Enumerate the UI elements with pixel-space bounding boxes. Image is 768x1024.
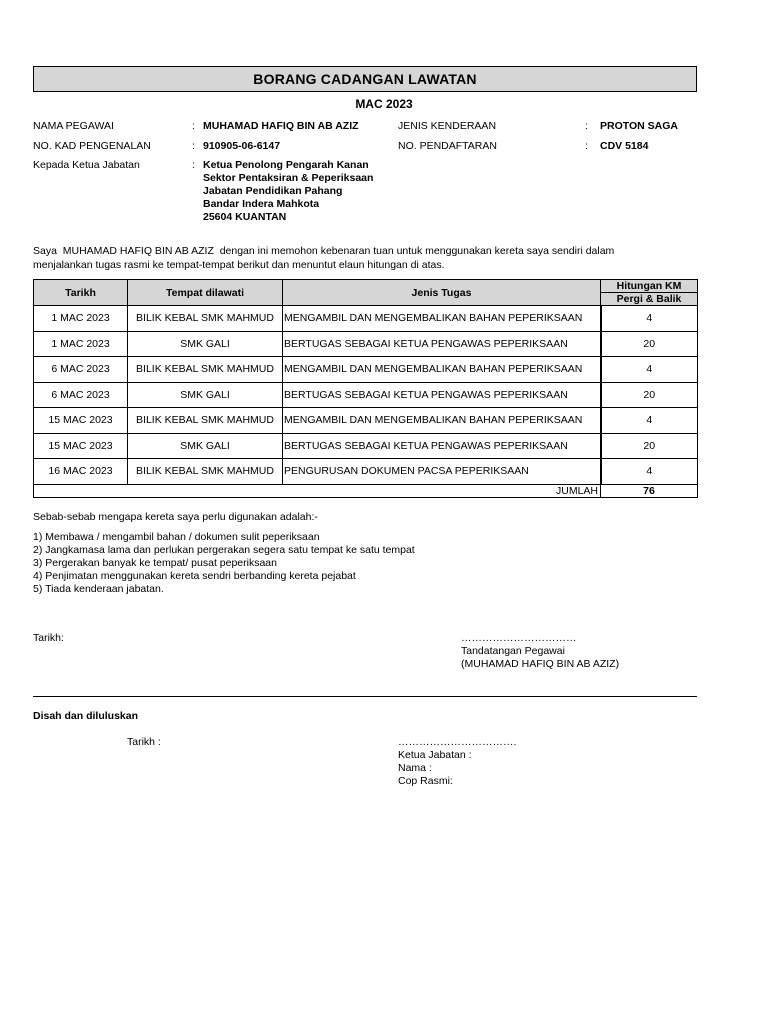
- form-month: MAC 2023: [355, 97, 413, 111]
- kepada-label: Kepada Ketua Jabatan: [33, 159, 140, 171]
- kad-pengenalan-label: NO. KAD PENGENALAN: [33, 140, 151, 152]
- cell-km: 4: [601, 459, 698, 485]
- statement-line-1: Saya MUHAMAD HAFIQ BIN AB AZIZ dengan ini memohon kebenaran tuan untuk menggunakan kereta saya sendiri dalam: [33, 245, 615, 257]
- table-row: [34, 306, 698, 332]
- kepada-address: [203, 159, 373, 224]
- table-row: [34, 433, 698, 459]
- address-line: Ketua Penolong Pengarah Kanan: [203, 159, 369, 171]
- statement-line-2: menjalankan tugas rasmi ke tempat-tempat berikut dan menuntut elaun hitungan di atas.: [33, 258, 445, 271]
- cell-jenis: MENGAMBIL DAN MENGEMBALIKAN BAHAN PEPERIKSAAN: [283, 357, 601, 383]
- cell-tarikh: 1 MAC 2023: [34, 331, 128, 357]
- reason-item: 1) Membawa / mengambil bahan / dokumen sulit peperiksaan: [33, 531, 320, 543]
- cell-jenis: MENGAMBIL DAN MENGEMBALIKAN BAHAN PEPERIKSAAN: [283, 306, 601, 332]
- cell-tempat: BILIK KEBAL SMK MAHMUD: [128, 408, 283, 434]
- cell-km: 4: [601, 306, 698, 332]
- cell-tarikh: 6 MAC 2023: [34, 382, 128, 408]
- jumlah-label: JUMLAH: [34, 484, 601, 497]
- cell-jenis: PENGURUSAN DOKUMEN PACSA PEPERIKSAAN: [283, 459, 601, 485]
- approval-heading: Disah dan diluluskan: [33, 710, 139, 722]
- cell-km: 20: [601, 433, 698, 459]
- cell-tarikh: 6 MAC 2023: [34, 357, 128, 383]
- colon: :: [192, 140, 195, 152]
- cell-tempat: SMK GALI: [128, 331, 283, 357]
- cell-tarikh: 16 MAC 2023: [34, 459, 128, 485]
- approval-block: [398, 736, 516, 788]
- cell-tempat: BILIK KEBAL SMK MAHMUD: [128, 357, 283, 383]
- jenis-kenderaan-label: JENIS KENDERAAN: [398, 120, 497, 132]
- cell-jenis: BERTUGAS SEBAGAI KETUA PENGAWAS PEPERIKSAAN: [283, 331, 601, 357]
- header-pergi-balik: Pergi & Balik: [601, 293, 698, 306]
- cell-km: 4: [601, 408, 698, 434]
- header-tarikh: Tarikh: [34, 280, 128, 306]
- table-row: [34, 382, 698, 408]
- reason-item: 5) Tiada kenderaan jabatan.: [33, 583, 164, 595]
- address-line: Jabatan Pendidikan Pahang: [203, 185, 343, 197]
- address-line: Bandar Indera Mahkota: [203, 198, 320, 210]
- reason-item: 2) Jangkamasa lama dan perlukan pergerakan segera satu tempat ke satu tempat: [33, 544, 415, 556]
- no-pendaftaran-label: NO. PENDAFTARAN: [398, 140, 497, 152]
- approval-tarikh-label: Tarikh :: [127, 736, 161, 748]
- jumlah-row: [34, 484, 698, 497]
- divider: [33, 696, 697, 697]
- cell-jenis: MENGAMBIL DAN MENGEMBALIKAN BAHAN PEPERIKSAAN: [283, 408, 601, 434]
- colon: :: [192, 120, 195, 132]
- reasons-section: [33, 511, 415, 596]
- header-tempat: Tempat dilawati: [128, 280, 283, 306]
- colon: :: [192, 159, 195, 171]
- tarikh-label: Tarikh:: [33, 632, 64, 644]
- table-row: [34, 408, 698, 434]
- officer-name: (MUHAMAD HAFIQ BIN AB AZIZ): [461, 658, 620, 670]
- cell-km: 20: [601, 331, 698, 357]
- cop-rasmi-label: Cop Rasmi:: [398, 775, 453, 787]
- cell-tarikh: 15 MAC 2023: [34, 408, 128, 434]
- jenis-kenderaan-value: PROTON SAGA: [600, 120, 678, 132]
- cell-tempat: SMK GALI: [128, 382, 283, 408]
- reason-item: 3) Pergerakan banyak ke tempat/ pusat peperiksaan: [33, 557, 277, 569]
- tugas-table: [33, 279, 698, 498]
- cell-jenis: BERTUGAS SEBAGAI KETUA PENGAWAS PEPERIKSAAN: [283, 433, 601, 459]
- cell-tempat: BILIK KEBAL SMK MAHMUD: [128, 306, 283, 332]
- table-row: [34, 331, 698, 357]
- cell-jenis: BERTUGAS SEBAGAI KETUA PENGAWAS PEPERIKSAAN: [283, 382, 601, 408]
- approval-dots: …………………………….: [398, 736, 517, 748]
- cell-km: 20: [601, 382, 698, 408]
- signature-block: [461, 632, 619, 671]
- cell-tarikh: 1 MAC 2023: [34, 306, 128, 332]
- form-title-box: [33, 66, 697, 92]
- signature-dots: ……………………………: [461, 632, 577, 644]
- table-row: [34, 459, 698, 485]
- reason-item: 4) Penjimatan menggunakan kereta sendri berbanding kereta pejabat: [33, 570, 356, 582]
- colon: :: [585, 140, 588, 152]
- address-line: Sektor Pentaksiran & Peperiksaan: [203, 172, 374, 184]
- statement-paragraph: [33, 245, 693, 272]
- no-pendaftaran-value: CDV 5184: [600, 140, 649, 152]
- jumlah-value: 76: [601, 484, 698, 497]
- header-km: Hitungan KM: [601, 280, 698, 293]
- table-row: [34, 357, 698, 383]
- reasons-intro: Sebab-sebab mengapa kereta saya perlu digunakan adalah:-: [33, 511, 318, 523]
- header-jenis: Jenis Tugas: [283, 280, 601, 306]
- nama-label: Nama :: [398, 762, 432, 774]
- cell-tempat: SMK GALI: [128, 433, 283, 459]
- address-line: 25604 KUANTAN: [203, 211, 287, 223]
- form-title: BORANG CADANGAN LAWATAN: [253, 71, 477, 87]
- nama-pegawai-label: NAMA PEGAWAI: [33, 120, 114, 132]
- cell-tempat: BILIK KEBAL SMK MAHMUD: [128, 459, 283, 485]
- kad-pengenalan-value: 910905-06-6147: [203, 140, 281, 152]
- cell-tarikh: 15 MAC 2023: [34, 433, 128, 459]
- nama-pegawai-value: MUHAMAD HAFIQ BIN AB AZIZ: [203, 120, 359, 132]
- colon: :: [585, 120, 588, 132]
- cell-km: 4: [601, 357, 698, 383]
- ketua-jabatan-label: Ketua Jabatan :: [398, 749, 472, 761]
- tandatangan-label: Tandatangan Pegawai: [461, 645, 565, 657]
